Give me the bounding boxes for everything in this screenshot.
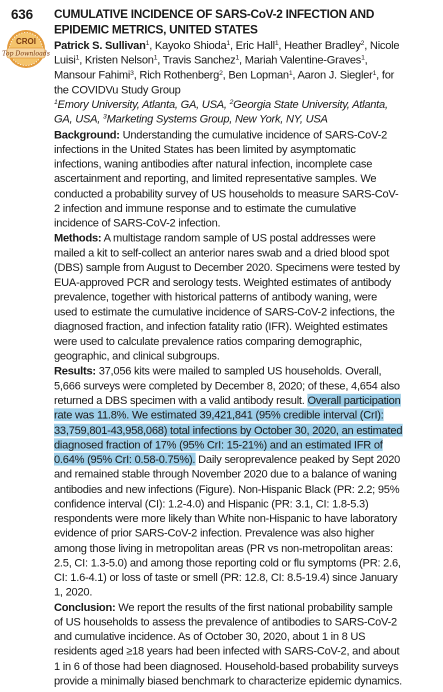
results-text-after: Daily seroprevalence peaked by Sept 2020 and remained stable through November 2020 due to a balance of waning antibodies and new infections (Figure). Non-Hispanic Black (PR: 2.2; 95% confidence interval (CI): 1.2-4.0) and Hispanic (PR: 3.1, CI: 1.8-5.3) respondents were more likely than White non-Hispanic to have laboratory evidence of prior SARS-CoV-2 infection. Prevalence was also higher among those living in metropolitan areas (PR vs non-metropolitan areas: 2.5, CI: 1.3-5.0) and among those reporting cold or flu symptoms (PR: 2.6, CI: 1.6-4.1) or loss of taste or smell (PR: 12.8, CI: 8.5-19.4) since January 1, 2020. [54, 452, 401, 599]
conclusion-label: Conclusion: [54, 600, 116, 614]
author-name: Ben Lopman [228, 68, 289, 82]
author-sup: 1 [153, 53, 158, 62]
affiliation-sup: 3 [103, 112, 107, 121]
background-text: Understanding the cumulative incidence of SARS-CoV-2 infections in the United States has been limited by asymptomatic infections, waning antibodies after natural infection, incomplete case ascertainment and reporting, and limited representative samples. We conducted a probability survey of US households to measure SARS-CoV-2 infection and immune response and to estimate the cumulative incidence of SARS-CoV-2 infection. [54, 128, 399, 230]
author-sup: 3 [130, 68, 134, 77]
affiliation-text: Emory University, Atlanta, GA, USA, [57, 97, 227, 111]
badge-croi-text: CROI [16, 37, 36, 46]
abstract-title: CUMULATIVE INCIDENCE OF SARS-CoV-2 INFECTION AND EPIDEMIC METRICS, UNITED STATES [54, 7, 375, 36]
results-label: Results: [54, 364, 96, 378]
author-sup: 1 [361, 53, 365, 62]
author-sup: 1 [226, 38, 230, 47]
results-highlighted-text[interactable]: Overall participation rate was 11.8%. We estimated 39,421,841 (95% credible interval (CrI): 33,759,801-43,958,068) total infections by October 30, 2020, an estimated diagnosed fraction of 17% (95% CrI: 15-21%) and an estimated IFR of 0.64% (95% CrI: 0.58-0.75%). [54, 393, 403, 466]
author-name: Kristen Nelson [84, 53, 154, 67]
top-downloads-badge [2, 29, 50, 69]
abstract-body [54, 7, 403, 688]
badge-script-text: Top Downloads [2, 50, 50, 58]
author-name: Aaron J. Siegler [297, 68, 373, 82]
author-sup: 1 [372, 68, 377, 77]
author-sup: 2 [360, 38, 365, 47]
background-label: Background: [54, 128, 120, 141]
author-name: Travis Sanchez [162, 53, 236, 67]
methods-text: A multistage random sample of US postal addresses were mailed a kit to self-collect an anterior nares swab and a dried blood spot (DBS) sample from August to December 2020. Specimens were tested by EUA-approved PCR and serology tests. Weighted estimates of antibody prevalence, together with historical patterns of antibody waning, were used to estimate the cumulative incidence of SARS-CoV-2 infections, the diagnosed fraction, and infection fatality ratio (IFR). Weighted estimates were used to calculate prevalence ratios comparing demographic, geographic, and clinical subgroups. [54, 231, 400, 363]
author-sup: 1 [235, 53, 240, 62]
affiliation-sup: 1 [54, 97, 58, 106]
author-sup: 2 [219, 68, 223, 77]
author-name: Kayoko Shioda [154, 38, 227, 52]
study-group: for the COVIDVu Study Group [54, 68, 395, 96]
affiliations [54, 97, 403, 127]
author-name: Eric Hall [235, 38, 275, 52]
methods-section [54, 231, 403, 364]
author-list [54, 38, 403, 97]
author-sup: 1 [75, 53, 80, 62]
badge-seal-icon [2, 29, 50, 69]
author-name: Nicole Luisi [54, 38, 400, 67]
affiliation-text: Georgia State University, Atlanta, GA, USA, [54, 97, 388, 126]
results-section [54, 363, 403, 599]
coauthors: , Kayoko Shioda$^1$, Eric Hall$^1$, Heather Bradley$^2$, Nicole Luisi$^1$, Kristen Nelson$^1$, Travis Sanchez$^1$, Mariah Valentine-Graves$^1$, Mansour Fahimi$^3$, Rich Rothenberg$^2$, Ben Lopman$^1$, Aaron J. Siegler$^1$, [54, 38, 400, 82]
affiliation-sup: 2 [229, 97, 234, 106]
author-name: Heather Bradley [284, 38, 361, 52]
methods-label: Methods: [54, 231, 102, 245]
abstract-number: 636 [11, 7, 33, 22]
author-name: Mariah Valentine-Graves [244, 53, 362, 67]
results-text-before: 37,056 kits were mailed to sampled US households. Overall, 5,666 surveys were completed by December 8, 2020; of these, 4,654 also returned a DBS specimen with a valid antibody result. [54, 364, 400, 407]
author-name: Mansour Fahimi [54, 68, 131, 82]
author-sup: 1 [145, 38, 150, 47]
affiliation-text: Marketing Systems Group, New York, NY, USA [106, 112, 328, 126]
author-sup: 1 [288, 68, 293, 77]
author-name: Rich Rothenberg [139, 68, 220, 82]
background-section [54, 127, 403, 230]
conclusion-section [54, 599, 403, 688]
author-sup: 1 [274, 38, 279, 47]
first-author: Patrick S. Sullivan [54, 38, 146, 52]
conclusion-text: We report the results of the first national probability sample of US households to assess the prevalence of antibodies to SARS-CoV-2 and cumulative incidence. As of October 30, 2020, about 1 in 8 US residents aged ≥18 years had been infected with SARS-CoV-2, and about 1 in 6 of those had been diagnosed. Household-based probability surveys provide a minimally biased benchmark to characterize epidemic dynamics. [54, 600, 403, 687]
